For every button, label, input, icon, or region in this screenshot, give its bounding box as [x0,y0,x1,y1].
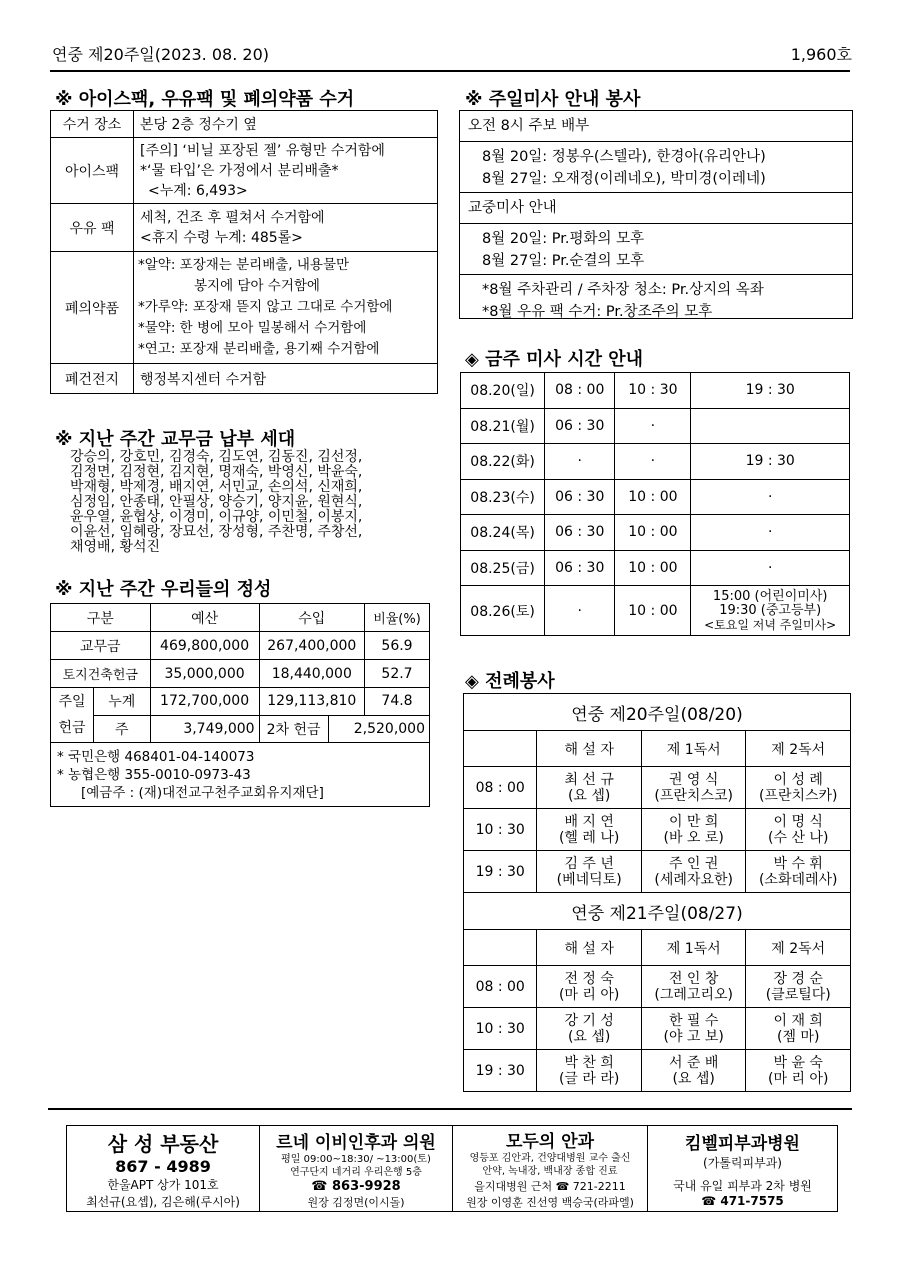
table-row [461,444,850,480]
baptismal-name: (야 고 보) [663,1028,724,1045]
cell: 주 [94,715,151,743]
mass-date: 08.26(토) [461,586,545,636]
collection-title: ※ 아이스팩, 우유팩 및 폐의약품 수거 [55,89,355,110]
liturgy-minister [537,767,642,809]
mass-time: 06 : 30 [545,550,615,586]
mass-time: 06 : 30 [545,479,615,515]
table-row [464,809,851,851]
minister-name: 이 재 희 [773,1012,823,1029]
baptismal-name: (프란치스코) [654,787,733,804]
mass-time: 19 : 30 [691,444,850,480]
guide-line: 8월 20일: Pr.평화의 모후 [482,231,645,247]
liturgy-minister [537,809,642,851]
minister-name: 최 선 규 [564,771,614,788]
table-row [464,1008,851,1050]
mass-date: 08.20(일) [461,373,545,409]
row-label: 수거 장소 [51,111,134,138]
liturgy-minister [537,1008,642,1050]
minister-name: 전 정 숙 [564,970,614,987]
baptismal-name: (프란치스카) [758,787,838,804]
ad-line: 국내 유일 피부과 2차 병원 [673,1179,812,1193]
table-row [51,632,430,660]
ad-line: 평일 09:00~18:30/ ~13:00(토) [281,1153,431,1165]
issue-number: 1,960호 [790,45,852,64]
liturgy-minister [641,1008,746,1050]
mass-date: 08.24(목) [461,515,545,551]
ad-eye-clinic [453,1126,648,1212]
cell: 교무금 [51,632,151,660]
donor-line: 채영배, 황석진 [70,539,161,555]
table-row [461,515,850,551]
cell: 267,400,000 [259,632,364,660]
table-row [461,550,850,586]
minister-name: 이 성 례 [773,771,823,788]
ad-title: 킴벨피부과병원 [685,1134,800,1154]
liturgy-header: 해 설 자 [537,930,642,966]
ad-line: 한울APT 상가 101호 [107,1177,219,1192]
mass-date: 08.25(금) [461,550,545,586]
cell: 52.7 [365,660,430,688]
table-row [51,688,430,716]
liturgy-minister [641,767,746,809]
mass-time: 06 : 30 [545,408,615,444]
cell: 35,000,000 [150,660,259,688]
liturgy-minister [537,966,642,1008]
liturgy-time: 19 : 30 [464,851,537,893]
minister-name: 이 만 희 [668,813,719,830]
baptismal-name: (수 산 나) [768,829,829,846]
baptismal-name: (베네딕토) [556,871,622,888]
liturgy-minister [746,851,851,893]
ad-skin-clinic [648,1126,838,1212]
minister-name: 배 지 연 [564,813,614,830]
guide-note: *8월 우유 팩 수거: Pr.창조주의 모후 [482,304,713,320]
row-line: <휴지 수령 누계: 485롤> [140,229,303,246]
table-row [461,373,850,409]
row-content: 행정복지센터 수거함 [134,364,438,394]
mass-time: 08 : 00 [545,373,615,409]
liturgy-week-title: 연중 제21주일(08/27) [464,893,851,930]
liturgy-time: 10 : 30 [464,809,537,851]
table-row [464,1050,851,1092]
minister-name: 권 영 식 [668,771,719,788]
liturgy-minister [746,1050,851,1092]
table-row [51,660,430,688]
table-row [464,851,851,893]
liturgy-title: ◈ 전례봉사 [465,671,555,692]
mass-time: 10 : 00 [615,550,691,586]
baptismal-name: (요 셉) [567,1028,611,1045]
table-row [464,767,851,809]
row-content: 본당 2층 정수기 옆 [134,111,438,138]
mass-time: · [615,408,691,444]
liturgy-time: 10 : 30 [464,1008,537,1050]
col-header: 수입 [259,604,364,632]
mass-time: 19 : 30 [691,373,850,409]
row-line: *연고: 포장재 분리배출, 용기째 수거함에 [138,341,380,357]
liturgy-time: 08 : 00 [464,966,537,1008]
ad-realestate [67,1126,260,1212]
liturgy-minister [641,1050,746,1092]
minister-name: 박 찬 희 [564,1054,614,1071]
col-header: 구분 [51,604,151,632]
footer-divider [48,1108,852,1110]
mass-date: 08.22(화) [461,444,545,480]
ad-title: 삼 성 부동산 [107,1131,219,1156]
table-row [51,604,430,632]
ad-line: 연구단지 네거리 우리은행 5층 [290,1166,422,1178]
liturgy-minister [746,809,851,851]
account-line: [예금주 : (재)대전교구천주교회유지재단] [81,784,324,801]
table-row [51,364,438,394]
liturgy-header: 제 2독서 [746,930,851,966]
ad-phone: 867 - 4989 [115,1156,211,1176]
ad-line: 안약, 녹내장, 백내장 종합 진료 [482,1166,618,1177]
minister-name: 박 수 휘 [773,855,823,872]
cell: 18,440,000 [259,660,364,688]
account-line: * 국민은행 468401-04-140073 [57,748,255,765]
table-row [461,408,850,444]
table-row [464,893,851,930]
cell: 누계 [94,688,151,716]
sunday-label: 헌금 [58,720,86,736]
ad-line: 원장 김정면(이시돌) [307,1195,405,1209]
donor-line: 김정면, 김정현, 김지현, 명재숙, 박영신, 박윤숙, [70,464,363,480]
ad-line: 최선규(요셉), 김은해(루시아) [86,1194,240,1209]
blank-cell [464,930,537,966]
row-line: *가루약: 포장재 뜯지 않고 그대로 수거함에 [138,299,393,315]
liturgy-minister [641,851,746,893]
header-divider [50,70,850,72]
ad-line: 영등포 김안과, 건양대병원 교수 출신 [469,1153,631,1164]
minister-name: 서 준 배 [668,1054,719,1071]
sunday-label: 주일 [58,694,86,710]
mass-saturday-line: <토요일 저녁 주일미사> [704,617,837,632]
cell: 56.9 [365,632,430,660]
blank-cell [464,731,537,767]
liturgy-minister [537,1050,642,1092]
liturgy-minister [746,767,851,809]
row-line: <누계: 6,493> [148,182,248,199]
cell: 토지건축헌금 [51,660,151,688]
table-row [464,694,851,731]
offering-table [50,603,430,807]
col-header: 예산 [150,604,259,632]
minister-name: 장 경 순 [773,970,823,987]
guide-line: 8월 27일: Pr.순결의 모후 [482,253,645,269]
baptismal-name: (글 라 라) [558,1070,620,1087]
table-row [51,743,430,807]
guide-title: ※ 주일미사 안내 봉사 [465,89,641,110]
mass-time: · [545,444,615,480]
liturgy-time: 19 : 30 [464,1050,537,1092]
row-line: *물약: 한 병에 모아 밀봉해서 수거함에 [138,320,367,336]
cell: 172,700,000 [150,688,259,716]
row-line: *알약: 포장재는 분리배출, 내용물만 [138,257,350,273]
mass-saturday-line: 15:00 (어린이미사) [712,588,828,604]
baptismal-name: (헬 레 나) [558,829,620,846]
collection-table [50,110,438,394]
minister-name: 강 기 성 [564,1012,614,1029]
table-row [464,731,851,767]
mass-date: 08.23(수) [461,479,545,515]
donor-line: 이윤선, 임혜랑, 장묘선, 장성형, 주찬명, 주창선, [70,524,363,540]
liturgy-week-title: 연중 제20주일(08/20) [464,694,851,731]
minister-name: 주 인 권 [668,855,719,872]
baptismal-name: (요 셉) [672,1070,715,1087]
baptismal-name: (바 오 로) [663,829,724,846]
guide-subtitle: 오전 8시 주보 배부 [460,111,852,142]
guide-subtitle: 교중미사 안내 [460,193,852,224]
mass-time: · [691,550,850,586]
cell: 469,800,000 [150,632,259,660]
donor-line: 박재형, 박제경, 배지연, 서민교, 손의석, 신재희, [70,479,363,495]
liturgy-header: 해 설 자 [537,731,642,767]
ad-title: 모두의 안과 [505,1132,595,1152]
liturgy-minister [537,851,642,893]
row-line: [주의] ‘비닐 포장된 젤’ 유형만 수거함에 [140,142,385,159]
row-line: 봉지에 담아 수거함에 [194,278,320,294]
donor-line: 강승의, 강호민, 김경숙, 김도연, 김동진, 김선정, [70,449,363,465]
liturgy-minister [641,809,746,851]
minister-name: 김 주 년 [564,855,614,872]
baptismal-name: (세례자요한) [654,871,733,888]
mass-time: · [545,586,615,636]
liturgy-minister [641,966,746,1008]
table-row [464,966,851,1008]
liturgy-time: 08 : 00 [464,767,537,809]
row-line: 세척, 건조 후 펼쳐서 수거함에 [140,209,325,226]
col-header: 비율(%) [365,604,430,632]
baptismal-name: (마 리 아) [768,1070,829,1087]
cell: 3,749,000 [150,715,259,743]
guide-box [459,110,853,319]
baptismal-name: (마 리 아) [558,986,620,1003]
cell: 2차 헌금 [259,715,328,743]
cell: 2,520,000 [328,715,429,743]
ad-ent-clinic [260,1126,453,1212]
mass-time: · [691,479,850,515]
guide-line: 8월 27일: 오재정(이레네오), 박미경(이레네) [482,171,766,187]
row-line: *‘물 타입’은 가정에서 분리배출* [140,162,339,179]
table-row [461,586,850,636]
liturgy-minister [746,1008,851,1050]
row-label: 폐건전지 [51,364,134,394]
ad-line: 원장 이영훈 진선영 백승국(라파엘) [466,1196,634,1209]
offering-title: ※ 지난 주간 우리들의 정성 [55,579,272,600]
guide-note: *8월 주차관리 / 주차장 청소: Pr.상지의 옥좌 [482,282,764,298]
minister-name: 이 명 식 [773,813,823,830]
ad-line: (가톨릭피부과) [703,1156,782,1170]
liturgy-header: 제 1독서 [641,731,746,767]
ad-title: 르네 이비인후과 의원 [276,1132,436,1153]
bulletin-header [52,42,852,65]
ad-phone: 을지대병원 근처 ☎ 721-2211 [474,1180,626,1193]
liturgy-header: 제 1독서 [641,930,746,966]
mass-date: 08.21(월) [461,408,545,444]
mass-saturday-line: 19:30 (중고등부) [719,602,822,618]
table-row [51,111,438,138]
table-row [51,138,438,204]
minister-name: 전 인 창 [668,970,719,987]
row-label: 우유 팩 [51,204,134,252]
mass-time: · [691,515,850,551]
table-row [51,204,438,252]
mass-table [460,372,850,636]
issue-date: 연중 제20주일(2023. 08. 20) [52,45,269,64]
donors-title: ※ 지난 주간 교무금 납부 세대 [55,429,296,450]
row-label: 아이스팩 [51,138,134,204]
donor-line: 심정임, 안종태, 안필상, 양승기, 양지윤, 원현식, [70,494,363,510]
table-row [51,252,438,364]
account-line: * 농협은행 355-0010-0973-43 [57,766,251,783]
minister-name: 박 윤 숙 [773,1054,823,1071]
mass-title: ◈ 금주 미사 시간 안내 [465,349,644,370]
row-label: 폐의약품 [51,252,134,364]
mass-time [691,408,850,444]
ad-phone: ☎ 471-7575 [701,1194,784,1208]
mass-time: 10 : 30 [615,373,691,409]
liturgy-minister [746,966,851,1008]
table-row [461,479,850,515]
mass-time: 06 : 30 [545,515,615,551]
baptismal-name: (클로틸다) [765,986,831,1003]
baptismal-name: (그레고리오) [654,986,733,1003]
ads-table [66,1125,838,1212]
cell: 129,113,810 [259,688,364,716]
donor-list [70,450,440,555]
baptismal-name: (젬 마) [777,1028,820,1045]
mass-time: 10 : 00 [615,479,691,515]
table-row [464,930,851,966]
minister-name: 한 필 수 [668,1012,719,1029]
mass-saturday-evening [691,586,850,636]
ad-phone: ☎ 863-9928 [311,1178,401,1194]
baptismal-name: (소화데레사) [758,871,838,888]
mass-time: 10 : 00 [615,586,691,636]
mass-time: · [615,444,691,480]
baptismal-name: (요 셉) [567,787,611,804]
guide-line: 8월 20일: 정봉우(스텔라), 한경아(유리안나) [482,149,766,165]
donor-line: 윤우열, 윤협상, 이경미, 이규양, 이민철, 이봉지, [70,509,363,525]
liturgy-table [463,693,851,1092]
mass-time: 10 : 00 [615,515,691,551]
liturgy-header: 제 2독서 [746,731,851,767]
cell: 74.8 [365,688,430,716]
table-row [51,715,430,743]
